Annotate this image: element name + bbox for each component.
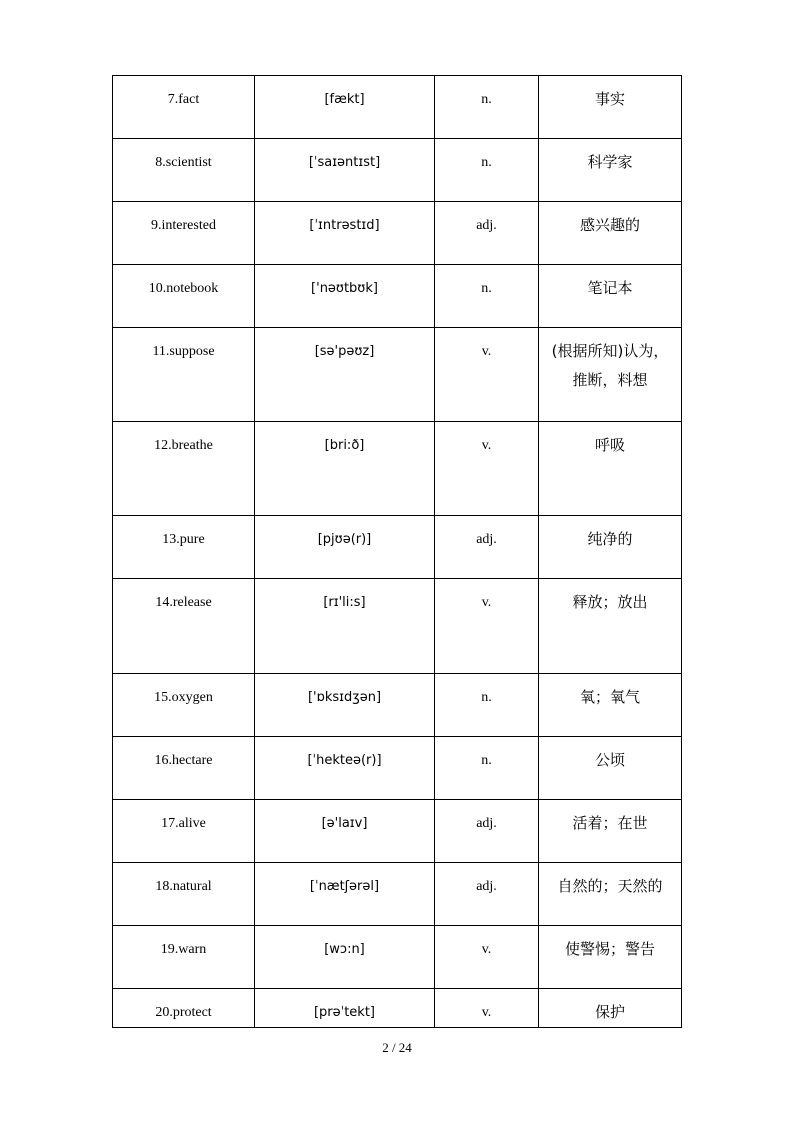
- word-cell: 13.pure: [113, 516, 255, 579]
- word-cell: 8.scientist: [113, 139, 255, 202]
- word-cell: 19.warn: [113, 926, 255, 989]
- part-of-speech-cell: v.: [435, 926, 539, 989]
- meaning-cell: (根据所知)认为，推断，料想: [539, 328, 682, 422]
- phonetic-cell: [fækt]: [255, 76, 435, 139]
- word-cell: 20.protect: [113, 989, 255, 1028]
- word-cell: 11.suppose: [113, 328, 255, 422]
- part-of-speech-cell: n.: [435, 737, 539, 800]
- word-cell: 18.natural: [113, 863, 255, 926]
- meaning-cell: 呼吸: [539, 422, 682, 516]
- phonetic-cell: [bri:ð]: [255, 422, 435, 516]
- word-cell: 12.breathe: [113, 422, 255, 516]
- phonetic-cell: [ˈhekteə(r)]: [255, 737, 435, 800]
- part-of-speech-cell: v.: [435, 989, 539, 1028]
- meaning-cell: 笔记本: [539, 265, 682, 328]
- phonetic-cell: [wɔ:n]: [255, 926, 435, 989]
- part-of-speech-cell: v.: [435, 579, 539, 674]
- phonetic-cell: ['nəʊtbʊk]: [255, 265, 435, 328]
- phonetic-cell: [ˈɪntrəstɪd]: [255, 202, 435, 265]
- meaning-cell: 自然的；天然的: [539, 863, 682, 926]
- word-cell: 9.interested: [113, 202, 255, 265]
- meaning-cell: 保护: [539, 989, 682, 1028]
- meaning-cell: 感兴趣的: [539, 202, 682, 265]
- part-of-speech-cell: adj.: [435, 800, 539, 863]
- word-cell: 17.alive: [113, 800, 255, 863]
- vocabulary-table: [112, 75, 682, 1028]
- part-of-speech-cell: adj.: [435, 202, 539, 265]
- part-of-speech-cell: n.: [435, 76, 539, 139]
- word-cell: 7.fact: [113, 76, 255, 139]
- word-cell: 14.release: [113, 579, 255, 674]
- meaning-cell: 科学家: [539, 139, 682, 202]
- word-cell: 15.oxygen: [113, 674, 255, 737]
- table-row: [113, 989, 682, 1028]
- table-row: [113, 265, 682, 328]
- part-of-speech-cell: n.: [435, 674, 539, 737]
- meaning-cell: 活着；在世: [539, 800, 682, 863]
- meaning-cell: 释放；放出: [539, 579, 682, 674]
- part-of-speech-cell: adj.: [435, 863, 539, 926]
- meaning-cell: 公顷: [539, 737, 682, 800]
- phonetic-cell: [rɪ'li:s]: [255, 579, 435, 674]
- meaning-cell: 事实: [539, 76, 682, 139]
- table-row: [113, 139, 682, 202]
- vocabulary-table-body: [113, 76, 682, 1028]
- table-row: [113, 579, 682, 674]
- table-row: [113, 737, 682, 800]
- table-row: [113, 422, 682, 516]
- table-row: [113, 800, 682, 863]
- meaning-cell: 氧；氧气: [539, 674, 682, 737]
- part-of-speech-cell: v.: [435, 328, 539, 422]
- phonetic-cell: [ˈsaɪəntɪst]: [255, 139, 435, 202]
- phonetic-cell: [pjʊə(r)]: [255, 516, 435, 579]
- part-of-speech-cell: n.: [435, 265, 539, 328]
- table-row: [113, 328, 682, 422]
- table-row: [113, 926, 682, 989]
- meaning-cell: 使警惕；警告: [539, 926, 682, 989]
- table-row: [113, 674, 682, 737]
- table-row: [113, 202, 682, 265]
- meaning-cell: 纯净的: [539, 516, 682, 579]
- word-cell: 10.notebook: [113, 265, 255, 328]
- phonetic-cell: [prəˈtekt]: [255, 989, 435, 1028]
- phonetic-cell: [ˈnætʃərəl]: [255, 863, 435, 926]
- word-cell: 16.hectare: [113, 737, 255, 800]
- part-of-speech-cell: adj.: [435, 516, 539, 579]
- part-of-speech-cell: v.: [435, 422, 539, 516]
- table-row: [113, 76, 682, 139]
- phonetic-cell: [sə'pəʊz]: [255, 328, 435, 422]
- phonetic-cell: [ə'laɪv]: [255, 800, 435, 863]
- table-row: [113, 863, 682, 926]
- phonetic-cell: ['ɒksɪdʒən]: [255, 674, 435, 737]
- part-of-speech-cell: n.: [435, 139, 539, 202]
- table-row: [113, 516, 682, 579]
- page-number: 2 / 24: [382, 1040, 412, 1055]
